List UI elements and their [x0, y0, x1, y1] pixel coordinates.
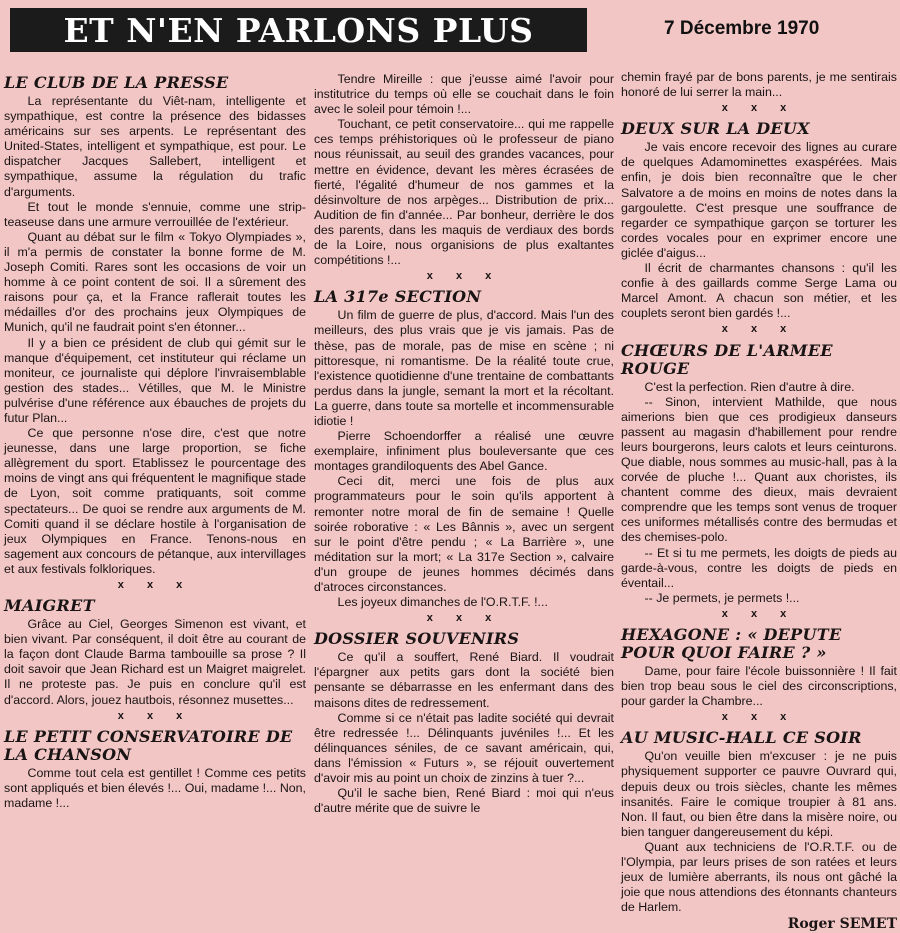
- section-separator: x x x: [721, 607, 797, 620]
- paragraph: Quant au débat sur le film « Tokyo Olympiades », il m'a permis de constater la bonne forme de M. Joseph Comiti. Rares sont les occasions de voir un homme à ce point content de soi. Il a sûrement des raisons pour ça, et la France raflerait toutes les médailles d'or des prochains jeux Olympiques de Munich, qu'il ne faudrait point s'en étonner...: [4, 229, 306, 335]
- paragraph: Je vais encore recevoir des lignes au curare de quelques Adamominettes exaspérées. Mais enfin, je dois bien reconnaître que le cher Salvatore a de moins en moins de notes dans la gargoulette. C'est presque une souffrance de regarder ce sympathique garçon se torturer les cordes vocales pour en exprimer encore une giclée d'aigus...: [621, 140, 897, 260]
- paragraph: Quant aux techniciens de l'O.R.T.F. ou de l'Olympia, par leurs prises de son ratées et leurs jeux de lumière aberrants, ils nous ont gâché la joie que nous attendions des étonnants chanteurs de Harlem.: [621, 839, 897, 915]
- column-2: [314, 72, 614, 844]
- paragraph: Comme si ce n'était pas ladite société qui devrait être redressée !... Délinquants juvéniles !... Et les délinquances séniles, de ce savant américain, qui, dans l'émission « Futurs », se réjouit ouvertement d'avoir mis au point un choix de zinzins à tuer ?...: [314, 710, 614, 786]
- paragraph: Touchant, ce petit conservatoire... qui me rappelle ces temps préhistoriques où le professeur de piano nous réunissait, au seuil des grandes vacances, pour mettre en évidence, devant les mères écrasées de fierté, l'égalité d'humeur de nos gammes et la désinvolture de nos arpèges... Distribution de prix... Audition de fin d'année... Par bonheur, derrière le dos des parents, dans les maquis de verdiaux des bords de la Loire, nous organisions de plus exaltantes compétitions !...: [314, 117, 614, 268]
- paragraph: Dame, pour faire l'école buissonnière ! Il fait bien trop beau sous le ciel des circonscriptions, pour garder la Chambre...: [621, 664, 897, 709]
- paragraph: -- Je permets, je permets !...: [644, 590, 800, 605]
- paragraph: Grâce au Ciel, Georges Simenon est vivant, et bien vivant. Par conséquent, il doit être au courant de la façon dont Claude Barma tambouille sa prose ? Il doit savoir que Jean Richard est un Maigret maigrelet. Il ne proteste pas. Je puis en conclure qu'il est d'accord. Alors, jouez hautbois, résonnez musettes...: [4, 617, 306, 707]
- paragraph: C'est la perfection. Rien d'autre à dire.: [644, 379, 855, 394]
- paragraph: Il y a bien ce président de club qui gémit sur le manque d'équipement, cet instituteur qui réclame un moniteur, ce journaliste qui déplore l'invraisemblable gestion des stades... Vétilles, que M. le Ministre pulvérise d'une référence aux ébauches de projets du futur Plan...: [4, 335, 306, 425]
- section-separator: x x x: [426, 270, 502, 283]
- author-signature: Roger SEMET: [787, 916, 897, 933]
- paragraph: Pierre Schoendorffer a réalisé une œuvre exemplaire, infiniment plus bouleversante que ces montages grandiloquents des Abel Gance.: [314, 429, 614, 474]
- section-separator: x x x: [426, 612, 502, 625]
- section-heading: LE CLUB DE LA PRESSE: [4, 73, 229, 92]
- paragraph: -- Sinon, intervient Mathilde, que nous aimerions bien que ces prodigieux danseurs passent au magasin d'habillement pour rendre leurs bourgerons, leurs calots et leurs ceinturons. Que diable, nous sommes au music-hall, pas à la corvée de pluche !... Quant aux choristes, ils chantent comme des dieux, mais devraient comprendre que les temps sont venus de troquer ces uniformes métallisés contre des bermudas et des chemises-polo.: [621, 394, 897, 545]
- masthead-title: ET N'EN PARLONS PLUS: [10, 8, 587, 52]
- section-heading: HEXAGONE : « DEPUTE POUR QUOI FAIRE ? »: [621, 625, 842, 662]
- issue-date: 7 Décembre 1970: [664, 18, 820, 39]
- paragraph: Et tout le monde s'ennuie, comme une strip-teaseuse dans une armure verrouillée de l'extérieur.: [4, 199, 306, 229]
- section-separator: x x x: [117, 709, 193, 722]
- section-separator: x x x: [721, 323, 797, 336]
- paragraph: Qu'il le sache bien, René Biard : moi qui n'eus d'autre mérite que de suivre le: [314, 786, 614, 816]
- paragraph: Tendre Mireille : que j'eusse aimé l'avoir pour institutrice du temps où elle se couchait dans le foin avec le soleil pour témoin !...: [314, 72, 614, 117]
- paragraph: Ceci dit, merci une fois de plus aux programmateurs pour le soin qu'ils apportent à remonter notre moral de fin de semaine ! Quelle soirée roborative : « Les Bânnis », avec un sergent sur le point d'être pendu ; « La Barrière », une méditation sur la mort; « La 317e Section », calvaire d'un groupe de jeunes hommes décimés dans d'atroces circonstances.: [314, 474, 614, 594]
- paragraph: -- Et si tu me permets, les doigts de pieds au garde-à-vous, contre les doigts de pieds en éventail...: [621, 545, 897, 590]
- paragraph: chemin frayé par de bons parents, je me sentirais honoré de lui serrer la main...: [621, 70, 897, 100]
- section-heading: LA 317e SECTION: [314, 287, 482, 307]
- paragraph: La représentante du Viêt-nam, intelligente et sympathique, est contre la présence des bidasses américains sur ses arpents. Le représentant des United-States, intelligent et sympathique, est pour. Le dispatcher Jacques Sallebert, intelligent et sympathique, assume la régulation du trafic d'arguments.: [4, 94, 306, 199]
- section-heading: DEUX SUR LA DEUX: [621, 119, 810, 139]
- section-heading: MAIGRET: [4, 596, 95, 616]
- section-separator: x x x: [117, 579, 193, 591]
- section-separator: x x x: [721, 711, 797, 724]
- section-heading: CHŒURS DE L'ARMEE ROUGE: [621, 340, 833, 378]
- paragraph: Ce qu'il a souffert, René Biard. Il voudrait l'épargner aux petits gars dont la société bien pensante se débarrasse en les enfermant dans des maisons dites de redressement.: [314, 650, 614, 710]
- section-heading: LE PETIT CONSERVATOIRE DE LA CHANSON: [4, 726, 293, 764]
- paragraph: Qu'on veuille bien m'excuser : je ne puis physiquement supporter ce pauvre Ouvrard qui, depuis deux ou trois siècles, chante les mêmes insanités. Faire le comique troupier à 81 ans. Non. Il faut, ou bien être dans la misère noire, ou bien tanguer dangereusement du képi.: [621, 749, 897, 839]
- paragraph: Les joyeux dimanches de l'O.R.T.F. !...: [337, 595, 548, 610]
- section-separator: x x x: [721, 102, 797, 115]
- paragraph: Ce que personne n'ose dire, c'est que notre jeunesse, dans une large proportion, se fiche allègrement du sport. Etablissez le pourcentage des moins de vingt ans qui fréquentent le magnifique stade de Lyon, soit comme pratiquants, soit comme spectateurs... De quoi se rendre aux arguments de M. Comiti quand il se déclare hostile à l'organisation de jeux Olympiques en France. Tenons-nous en sagement aux concours de pétanque, aux intervillages et aux festivals folkloriques.: [4, 426, 306, 576]
- column-1: [4, 70, 306, 842]
- paragraph: Un film de guerre de plus, d'accord. Mais l'un des meilleurs, des plus vrais que je vis jamais. Pas de thèse, pas de morale, pas de mise en scène ; ni pittoresque, ni romantisme. De la réalité toute crue, l'existence quotidienne d'une trentaine de combattants perdus dans la jungle, semant la mort et la récoltant. La guerre, dans toute sa mortelle et incommensurable idiotie !: [314, 308, 614, 428]
- section-heading: DOSSIER SOUVENIRS: [314, 629, 520, 649]
- paragraph: Il écrit de charmantes chansons : qu'il les confie à des gaillards comme Serge Lama ou Marcel Amont. A chacun son métier, et les couplets seront bien gardés !...: [621, 261, 897, 321]
- column-3: [621, 70, 897, 933]
- paragraph: Comme tout cela est gentillet ! Comme ces petits sont appliqués et bien élevés !... Oui, madame !... Non, madame !...: [4, 765, 306, 810]
- section-heading: AU MUSIC-HALL CE SOIR: [621, 728, 862, 748]
